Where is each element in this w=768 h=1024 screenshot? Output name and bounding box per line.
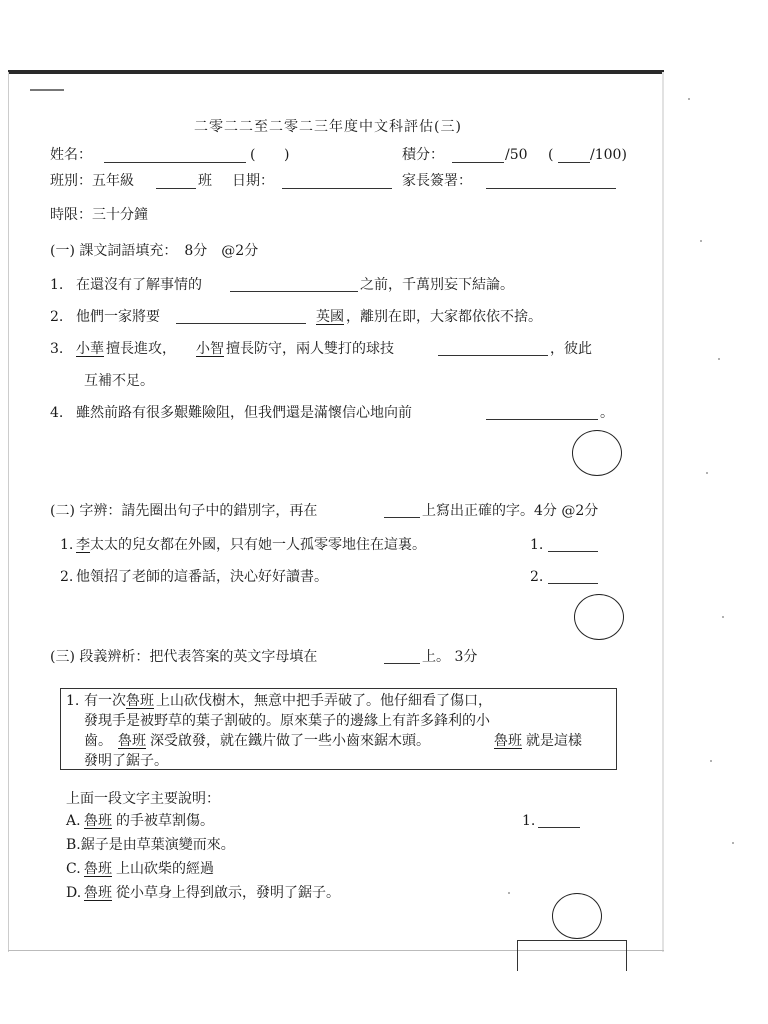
section3-heading-blank [384,663,420,664]
s1-number: 1. [60,537,74,553]
s1-name: 李 [76,537,90,553]
class-label: 班別：五年級 [50,173,134,189]
class-suffix: 班 [198,173,212,189]
parent-label: 家長簽署： [402,173,472,189]
scan-speck [718,358,720,360]
section3-heading-b: 上。 3分 [422,649,478,665]
q2-blank[interactable] [176,323,306,324]
passage-line1-b: 上山砍伐樹木，無意中把手弄破了。他仔細看了傷口， [156,693,492,709]
option-d-letter: D. [66,885,82,901]
option-a-text: 的手被草割傷。 [116,813,214,829]
parent-field[interactable] [486,188,616,189]
s1-answer-label: 1. [530,537,544,553]
name-field[interactable] [104,162,246,163]
q4-blank[interactable] [486,419,598,420]
paper-left-edge [8,72,9,952]
passage-line3-b: 深受啟發，就在鐵片做了一些小齒來鋸木頭。 [150,733,430,749]
name-paren-close: ) [284,147,290,163]
q4-number: 4. [50,405,64,421]
section1-score-circle [572,430,622,476]
scan-speck [700,240,702,242]
q2-place: 英國 [316,309,344,325]
corner-mark [30,89,64,91]
date-label: 日期： [232,173,274,189]
passage-line3-a: 齒。 [84,733,112,749]
q4-text-b: 。 [600,405,614,421]
scan-speck [722,616,724,618]
q3-text-c: ，彼此 [550,341,592,357]
bottom-answer-box [517,940,627,971]
s1-text: 太太的兒女都在外國，只有她一人孤零零地住在這裏。 [90,537,426,553]
s2-answer-label: 2. [530,569,544,585]
section2-score-circle [574,594,624,640]
section1-heading: (一) 課文詞語填充： 8分 @2分 [50,243,259,259]
passage-line1-a: 有一次 [84,693,126,709]
s1-answer-blank[interactable] [548,551,598,552]
option-a-name: 魯班 [84,813,112,829]
q3-name2: 小智 [196,341,224,357]
option-d-text: 從小草身上得到啟示，發明了鋸子。 [116,885,340,901]
score-total2: /100) [590,147,627,163]
option-c-text: 上山砍柴的經過 [116,861,214,877]
scan-speck [732,842,734,844]
option-c-letter: C. [66,861,81,877]
page-title: 二零二二至二零二三年度中文科評估(三) [194,119,462,135]
q3-blank[interactable] [438,355,548,356]
score100-field[interactable] [558,162,590,163]
section3-heading-a: (三) 段義辨析：把代表答案的英文字母填在 [50,649,318,665]
q1-number: 1. [50,277,64,293]
scan-speck [688,98,690,100]
q1-blank[interactable] [230,291,358,292]
q2-number: 2. [50,309,64,325]
q3-text-b: 擅長防守，兩人雙打的球技 [226,341,394,357]
scan-speck [706,472,708,474]
q3-text-d: 互補不足。 [84,373,154,389]
q3-name1: 小華 [76,341,104,357]
option-a-letter: A. [66,813,81,829]
s2-answer-blank[interactable] [548,583,598,584]
q3-text-a: 擅長進攻， [106,341,176,357]
passage-line2: 發現手是被野草的葉子割破的。原來葉子的邊緣上有許多鋒利的小 [84,713,490,729]
date-field[interactable] [282,188,392,189]
question-stem: 上面一段文字主要說明： [66,791,220,807]
passage-number: 1. [66,693,80,709]
section3-answer-label: 1. [522,813,536,829]
score-field[interactable] [452,162,504,163]
passage-name: 魯班 [126,693,154,709]
passage-name-2: 魯班 [118,733,146,749]
section2-heading-blank [384,517,420,518]
time-limit: 時限：三十分鐘 [50,207,148,223]
passage-line3-c: 就是這樣 [526,733,582,749]
q4-text-a: 雖然前路有很多艱難險阻，但我們還是滿懷信心地向前 [76,405,412,421]
scan-speck [710,760,712,762]
q3-number: 3. [50,341,64,357]
q2-text-b: ，離別在即，大家都依依不捨。 [346,309,542,325]
q1-text-a: 在還沒有了解事情的 [76,277,202,293]
s2-text: 他領招了老師的這番話，決心好好讀書。 [76,569,328,585]
name-paren-open: ( [250,147,256,163]
scan-speck [508,892,510,894]
section3-answer-blank[interactable] [538,827,580,828]
section2-heading-a: (二) 字辨：請先圈出句子中的錯別字，再在 [50,503,318,519]
q1-text-b: 之前，千萬別妄下結論。 [360,277,514,293]
section2-heading-b: 上寫出正確的字。4分 @2分 [422,503,599,519]
s2-number: 2. [60,569,74,585]
paper-right-edge [662,72,664,952]
score-total: /50 [505,147,528,163]
passage-name-3: 魯班 [494,733,522,749]
score-paren: ( [548,147,554,163]
paper-top-edge [8,70,664,74]
name-label: 姓名： [50,147,92,163]
class-field[interactable] [156,188,196,189]
option-c-name: 魯班 [84,861,112,877]
score-label: 積分： [402,147,444,163]
section3-score-circle [552,893,602,939]
passage-line4: 發明了鋸子。 [84,753,168,769]
option-d-name: 魯班 [84,885,112,901]
option-b: B.鋸子是由草葉演變而來。 [66,837,235,853]
q2-text-a: 他們一家將要 [76,309,160,325]
